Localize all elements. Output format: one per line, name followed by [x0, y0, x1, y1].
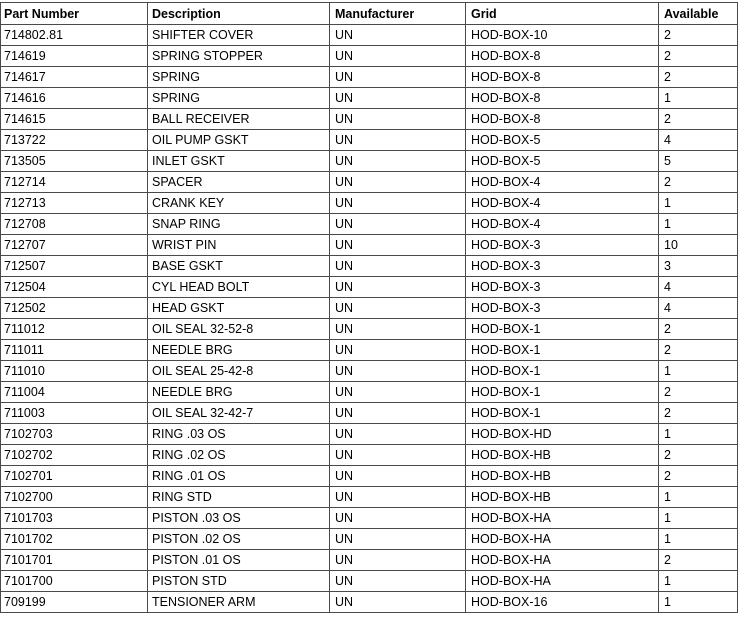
- available-cell: 1: [659, 508, 738, 529]
- part-number-cell: 712707: [1, 235, 148, 256]
- description-cell: RING STD: [148, 487, 330, 508]
- table-row: [1, 25, 738, 46]
- table-row: [1, 46, 738, 67]
- description-cell: SPRING: [148, 88, 330, 109]
- manufacturer-cell: UN: [330, 361, 466, 382]
- header-available: Available: [659, 3, 738, 25]
- table-row: [1, 235, 738, 256]
- description-cell: BASE GSKT: [148, 256, 330, 277]
- part-number-cell: 7101701: [1, 550, 148, 571]
- header-part-number: Part Number: [1, 3, 148, 25]
- grid-cell: HOD-BOX-HB: [466, 466, 659, 487]
- table-row: [1, 487, 738, 508]
- description-cell: SNAP RING: [148, 214, 330, 235]
- grid-cell: HOD-BOX-10: [466, 25, 659, 46]
- part-number-cell: 7102701: [1, 466, 148, 487]
- part-number-cell: 712504: [1, 277, 148, 298]
- table-row: [1, 277, 738, 298]
- table-row: [1, 130, 738, 151]
- grid-cell: HOD-BOX-3: [466, 298, 659, 319]
- grid-cell: HOD-BOX-1: [466, 361, 659, 382]
- available-cell: 1: [659, 571, 738, 592]
- part-number-cell: 713505: [1, 151, 148, 172]
- part-number-cell: 7102700: [1, 487, 148, 508]
- grid-cell: HOD-BOX-HB: [466, 445, 659, 466]
- available-cell: 1: [659, 424, 738, 445]
- grid-cell: HOD-BOX-3: [466, 277, 659, 298]
- available-cell: 5: [659, 151, 738, 172]
- description-cell: OIL PUMP GSKT: [148, 130, 330, 151]
- table-row: [1, 67, 738, 88]
- part-number-cell: 714802.81: [1, 25, 148, 46]
- manufacturer-cell: UN: [330, 298, 466, 319]
- description-cell: NEEDLE BRG: [148, 382, 330, 403]
- table-row: [1, 445, 738, 466]
- part-number-cell: 709199: [1, 592, 148, 613]
- available-cell: 2: [659, 67, 738, 88]
- manufacturer-cell: UN: [330, 109, 466, 130]
- available-cell: 10: [659, 235, 738, 256]
- manufacturer-cell: UN: [330, 235, 466, 256]
- manufacturer-cell: UN: [330, 445, 466, 466]
- available-cell: 1: [659, 487, 738, 508]
- manufacturer-cell: UN: [330, 487, 466, 508]
- available-cell: 2: [659, 319, 738, 340]
- available-cell: 2: [659, 382, 738, 403]
- available-cell: 2: [659, 466, 738, 487]
- grid-cell: HOD-BOX-HA: [466, 508, 659, 529]
- description-cell: BALL RECEIVER: [148, 109, 330, 130]
- description-cell: PISTON .03 OS: [148, 508, 330, 529]
- table-row: [1, 529, 738, 550]
- table-row: [1, 214, 738, 235]
- description-cell: OIL SEAL 32-42-7: [148, 403, 330, 424]
- description-cell: SPRING: [148, 67, 330, 88]
- part-number-cell: 712502: [1, 298, 148, 319]
- description-cell: RING .03 OS: [148, 424, 330, 445]
- manufacturer-cell: UN: [330, 130, 466, 151]
- description-cell: SPRING STOPPER: [148, 46, 330, 67]
- header-manufacturer: Manufacturer: [330, 3, 466, 25]
- grid-cell: HOD-BOX-8: [466, 88, 659, 109]
- description-cell: SHIFTER COVER: [148, 25, 330, 46]
- part-number-cell: 7101700: [1, 571, 148, 592]
- grid-cell: HOD-BOX-16: [466, 592, 659, 613]
- grid-cell: HOD-BOX-5: [466, 151, 659, 172]
- table-row: [1, 298, 738, 319]
- manufacturer-cell: UN: [330, 550, 466, 571]
- grid-cell: HOD-BOX-HA: [466, 550, 659, 571]
- manufacturer-cell: UN: [330, 25, 466, 46]
- grid-cell: HOD-BOX-5: [466, 130, 659, 151]
- part-number-cell: 711003: [1, 403, 148, 424]
- part-number-cell: 714615: [1, 109, 148, 130]
- available-cell: 2: [659, 25, 738, 46]
- table-row: [1, 403, 738, 424]
- table-row: [1, 466, 738, 487]
- description-cell: PISTON STD: [148, 571, 330, 592]
- table-row: [1, 151, 738, 172]
- part-number-cell: 711004: [1, 382, 148, 403]
- table-row: [1, 193, 738, 214]
- part-number-cell: 712708: [1, 214, 148, 235]
- grid-cell: HOD-BOX-8: [466, 67, 659, 88]
- manufacturer-cell: UN: [330, 319, 466, 340]
- available-cell: 2: [659, 46, 738, 67]
- available-cell: 4: [659, 298, 738, 319]
- part-number-cell: 713722: [1, 130, 148, 151]
- part-number-cell: 7101702: [1, 529, 148, 550]
- available-cell: 1: [659, 193, 738, 214]
- table-row: [1, 256, 738, 277]
- available-cell: 2: [659, 550, 738, 571]
- description-cell: OIL SEAL 25-42-8: [148, 361, 330, 382]
- grid-cell: HOD-BOX-1: [466, 340, 659, 361]
- manufacturer-cell: UN: [330, 277, 466, 298]
- manufacturer-cell: UN: [330, 403, 466, 424]
- part-number-cell: 714619: [1, 46, 148, 67]
- parts-table: [0, 2, 738, 613]
- grid-cell: HOD-BOX-8: [466, 46, 659, 67]
- table-row: [1, 571, 738, 592]
- manufacturer-cell: UN: [330, 508, 466, 529]
- table-row: [1, 508, 738, 529]
- part-number-cell: 712507: [1, 256, 148, 277]
- part-number-cell: 7102702: [1, 445, 148, 466]
- manufacturer-cell: UN: [330, 424, 466, 445]
- grid-cell: HOD-BOX-4: [466, 214, 659, 235]
- description-cell: HEAD GSKT: [148, 298, 330, 319]
- available-cell: 1: [659, 529, 738, 550]
- description-cell: PISTON .02 OS: [148, 529, 330, 550]
- description-cell: RING .02 OS: [148, 445, 330, 466]
- grid-cell: HOD-BOX-3: [466, 256, 659, 277]
- available-cell: 1: [659, 361, 738, 382]
- manufacturer-cell: UN: [330, 571, 466, 592]
- description-cell: TENSIONER ARM: [148, 592, 330, 613]
- available-cell: 2: [659, 403, 738, 424]
- table-body: [1, 25, 738, 613]
- description-cell: OIL SEAL 32-52-8: [148, 319, 330, 340]
- manufacturer-cell: UN: [330, 88, 466, 109]
- available-cell: 4: [659, 130, 738, 151]
- table-row: [1, 88, 738, 109]
- header-description: Description: [148, 3, 330, 25]
- available-cell: 4: [659, 277, 738, 298]
- manufacturer-cell: UN: [330, 382, 466, 403]
- description-cell: WRIST PIN: [148, 235, 330, 256]
- table-row: [1, 424, 738, 445]
- available-cell: 2: [659, 172, 738, 193]
- manufacturer-cell: UN: [330, 151, 466, 172]
- manufacturer-cell: UN: [330, 172, 466, 193]
- part-number-cell: 7101703: [1, 508, 148, 529]
- part-number-cell: 711012: [1, 319, 148, 340]
- part-number-cell: 714616: [1, 88, 148, 109]
- available-cell: 2: [659, 109, 738, 130]
- manufacturer-cell: UN: [330, 256, 466, 277]
- available-cell: 2: [659, 445, 738, 466]
- manufacturer-cell: UN: [330, 46, 466, 67]
- grid-cell: HOD-BOX-1: [466, 403, 659, 424]
- manufacturer-cell: UN: [330, 67, 466, 88]
- grid-cell: HOD-BOX-4: [466, 193, 659, 214]
- description-cell: CRANK KEY: [148, 193, 330, 214]
- header-row: [1, 3, 738, 25]
- table-row: [1, 382, 738, 403]
- part-number-cell: 7102703: [1, 424, 148, 445]
- available-cell: 1: [659, 592, 738, 613]
- grid-cell: HOD-BOX-HD: [466, 424, 659, 445]
- available-cell: 1: [659, 214, 738, 235]
- grid-cell: HOD-BOX-HA: [466, 571, 659, 592]
- manufacturer-cell: UN: [330, 214, 466, 235]
- available-cell: 3: [659, 256, 738, 277]
- description-cell: NEEDLE BRG: [148, 340, 330, 361]
- description-cell: RING .01 OS: [148, 466, 330, 487]
- header-grid: Grid: [466, 3, 659, 25]
- manufacturer-cell: UN: [330, 529, 466, 550]
- grid-cell: HOD-BOX-HB: [466, 487, 659, 508]
- description-cell: SPACER: [148, 172, 330, 193]
- description-cell: CYL HEAD BOLT: [148, 277, 330, 298]
- part-number-cell: 711010: [1, 361, 148, 382]
- grid-cell: HOD-BOX-4: [466, 172, 659, 193]
- table-row: [1, 550, 738, 571]
- table-row: [1, 340, 738, 361]
- available-cell: 2: [659, 340, 738, 361]
- grid-cell: HOD-BOX-HA: [466, 529, 659, 550]
- part-number-cell: 712713: [1, 193, 148, 214]
- table-row: [1, 361, 738, 382]
- manufacturer-cell: UN: [330, 592, 466, 613]
- table-row: [1, 172, 738, 193]
- part-number-cell: 712714: [1, 172, 148, 193]
- part-number-cell: 714617: [1, 67, 148, 88]
- grid-cell: HOD-BOX-1: [466, 382, 659, 403]
- grid-cell: HOD-BOX-3: [466, 235, 659, 256]
- available-cell: 1: [659, 88, 738, 109]
- description-cell: INLET GSKT: [148, 151, 330, 172]
- grid-cell: HOD-BOX-8: [466, 109, 659, 130]
- table-row: [1, 109, 738, 130]
- table-row: [1, 592, 738, 613]
- table-row: [1, 319, 738, 340]
- part-number-cell: 711011: [1, 340, 148, 361]
- description-cell: PISTON .01 OS: [148, 550, 330, 571]
- manufacturer-cell: UN: [330, 340, 466, 361]
- manufacturer-cell: UN: [330, 193, 466, 214]
- grid-cell: HOD-BOX-1: [466, 319, 659, 340]
- manufacturer-cell: UN: [330, 466, 466, 487]
